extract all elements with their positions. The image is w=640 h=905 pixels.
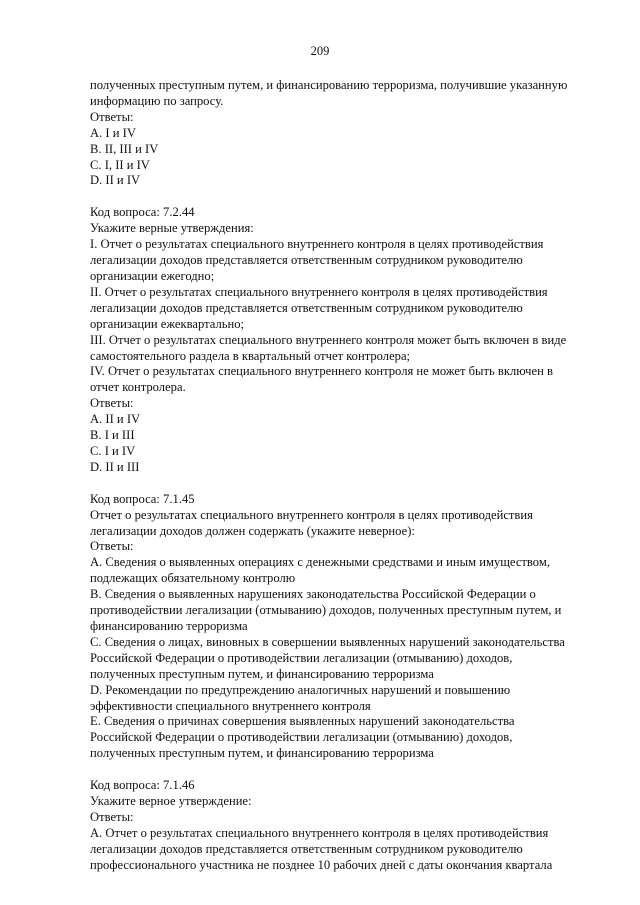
statement-line: организации ежеквартально; <box>90 316 245 331</box>
question-code: Код вопроса: 7.1.45 <box>90 491 195 506</box>
answer-option: A. Сведения о выявленных операциях с денежными средствами и иным имуществом, <box>90 555 550 570</box>
document-body <box>90 78 568 874</box>
answer-option: легализации доходов представляется ответственным сотрудником руководителю <box>90 841 523 856</box>
block-spacer <box>90 476 560 492</box>
text-line: полученных преступным путем, и финансированию терроризма, получившие указанную <box>90 78 568 92</box>
answers-label: Ответы: <box>90 809 134 824</box>
question-7-1-45 <box>90 491 565 762</box>
statement-line: легализации доходов представляется ответственным сотрудником руководителю <box>90 253 523 268</box>
answers-label: Ответы: <box>90 539 134 554</box>
question-prompt: Укажите верные утверждения: <box>90 221 254 236</box>
answer-option: профессионального участника не позднее 10 рабочих дней с даты окончания квартала <box>90 857 553 872</box>
answer-option: полученных преступным путем, и финансированию терроризма <box>90 666 434 681</box>
answer-option: B. Сведения о выявленных нарушениях законодательства Российской Федерации о <box>90 587 536 602</box>
answers-label: Ответы: <box>90 396 134 411</box>
statement-line: II. Отчет о результатах специального внутреннего контроля в целях противодействия <box>90 284 548 299</box>
statement-line: IV. Отчет о результатах специального внутреннего контроля не может быть включен в <box>90 364 553 379</box>
answer-option: D. II и III <box>90 459 140 474</box>
statement-line: организации ежегодно; <box>90 268 215 283</box>
answer-option: подлежащих обязательному контролю <box>90 571 296 586</box>
text-line: информацию по запросу. <box>90 93 224 108</box>
answer-option: финансированию терроризма <box>90 619 248 633</box>
statement-line: самостоятельного раздела в квартальный отчет контролера; <box>90 348 411 363</box>
answer-option: B. I и III <box>90 428 135 443</box>
answer-option: C. I и IV <box>90 443 136 458</box>
answer-option: A. II и IV <box>90 412 141 427</box>
page-number: 209 <box>310 44 330 58</box>
answer-option: Российской Федерации о противодействии легализации (отмыванию) доходов, <box>90 650 513 665</box>
text-block-previous-question <box>90 78 568 189</box>
block-spacer <box>90 189 560 205</box>
question-code: Код вопроса: 7.2.44 <box>90 205 195 220</box>
statement-line: I. Отчет о результатах специального внутреннего контроля в целях противодействия <box>90 237 544 252</box>
answer-option: противодействии легализации (отмыванию) доходов, полученных преступным путем, и <box>90 603 562 618</box>
answer-option: Российской Федерации о противодействии легализации (отмыванию) доходов, <box>90 730 513 745</box>
answer-option: C. Сведения о лицах, виновных в совершении выявленных нарушений законодательства <box>90 634 565 649</box>
answer-option: D. II и IV <box>90 173 141 188</box>
answer-option: C. I, II и IV <box>90 157 150 172</box>
answer-option: D. Рекомендации по предупреждению аналогичных нарушений и повышению <box>90 682 511 697</box>
answer-option: E. Сведения о причинах совершения выявленных нарушений законодательства <box>90 714 515 729</box>
question-prompt: Отчет о результатах специального внутреннего контроля в целях противодействия <box>90 507 533 522</box>
block-spacer <box>90 762 560 778</box>
question-7-2-44 <box>90 205 567 475</box>
question-prompt: Укажите верное утверждение: <box>90 794 252 809</box>
question-code: Код вопроса: 7.1.46 <box>90 778 195 793</box>
statement-line: III. Отчет о результатах специального внутреннего контроля может быть включен в виде <box>90 332 567 347</box>
answers-label: Ответы: <box>90 109 134 124</box>
question-7-1-46 <box>90 778 560 873</box>
answer-option: B. II, III и IV <box>90 141 159 156</box>
answer-option: эффективности специального внутреннего контроля <box>90 698 371 713</box>
answer-option: A. I и IV <box>90 125 136 140</box>
answer-option: полученных преступным путем, и финансированию терроризма <box>90 746 434 761</box>
statement-line: легализации доходов представляется ответственным сотрудником руководителю <box>90 300 523 315</box>
answer-option: A. Отчет о результатах специального внутреннего контроля в целях противодействия <box>90 825 549 840</box>
statement-line: отчет контролера. <box>90 380 186 395</box>
question-prompt: легализации доходов должен содержать (укажите неверное): <box>90 523 415 538</box>
